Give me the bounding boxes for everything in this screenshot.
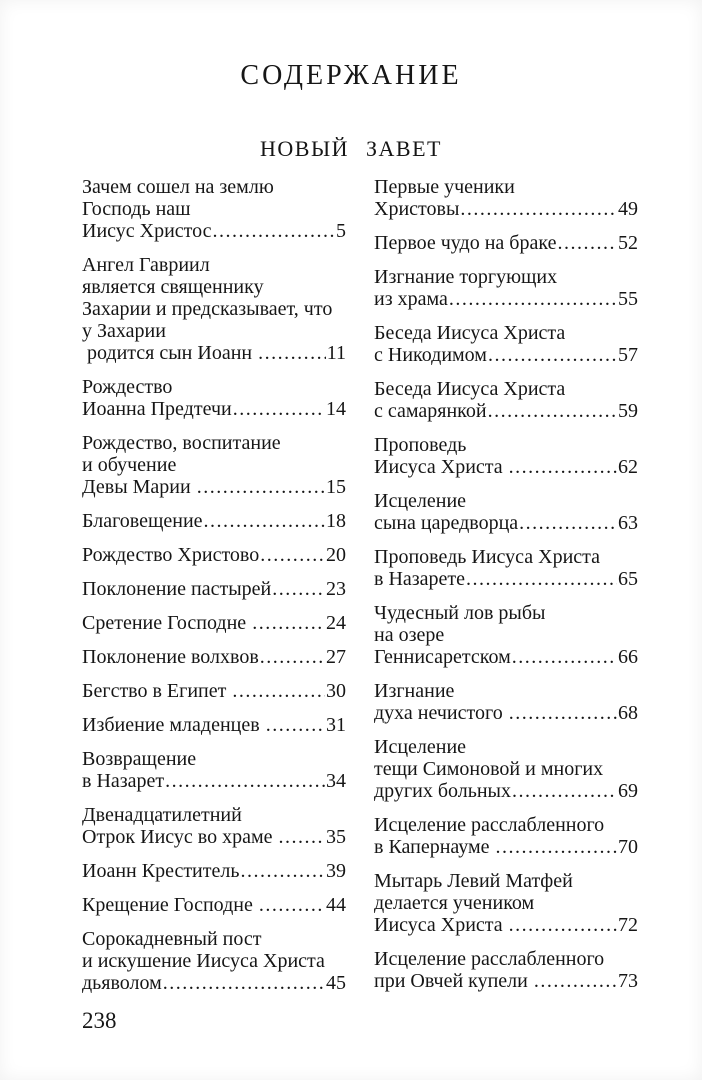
entry-title-line: на озере	[374, 624, 445, 646]
dot-leader	[232, 680, 325, 702]
entry-title-line: Христовы	[374, 198, 460, 220]
entry-leader-line	[374, 702, 638, 724]
entry-page-number: 59	[618, 400, 638, 422]
toc-entry	[374, 232, 638, 254]
entry-title-line: Беседа Иисуса Христа	[374, 322, 566, 344]
entry-leader-line	[82, 770, 346, 792]
entry-page-number: 68	[618, 702, 638, 724]
dot-leader	[260, 646, 325, 668]
entry-title-line: Девы Марии	[82, 476, 196, 498]
toc-entry	[82, 544, 346, 566]
entry-title-line: родится сын Иоанн	[82, 342, 258, 364]
entry-leader-line	[82, 714, 346, 736]
entry-title-line: Захарии и предсказывает, что	[82, 298, 333, 320]
entry-leader-line	[82, 510, 346, 532]
dot-leader	[213, 220, 335, 242]
entry-title-line: Ангел Гавриил	[82, 254, 210, 276]
toc-entry	[374, 490, 638, 534]
dot-leader	[259, 894, 325, 916]
entry-page-number: 44	[326, 894, 346, 916]
toc-columns	[82, 176, 638, 1006]
dot-leader	[240, 860, 325, 882]
entry-page-number: 72	[618, 914, 638, 936]
entry-title-line: в Назарете	[374, 568, 466, 590]
entry-title-line: Исцеление	[374, 736, 467, 758]
dot-leader	[509, 456, 617, 478]
entry-leader-line	[374, 970, 638, 992]
entry-page-number: 63	[618, 512, 638, 534]
toc-entry	[82, 612, 346, 634]
toc-entry	[374, 680, 638, 724]
entry-title-line: Изгнание	[374, 680, 455, 702]
toc-entry	[374, 546, 638, 590]
entry-title-line: в Капернауме	[374, 836, 495, 858]
entry-leader-line	[374, 288, 638, 310]
entry-page-number: 65	[618, 568, 638, 590]
toc-column-right	[374, 176, 638, 1004]
entry-title-line: Рождество Христово	[82, 544, 260, 566]
dot-leader	[260, 544, 325, 566]
entry-title-line: у Захарии	[82, 320, 166, 342]
toc-entry	[82, 376, 346, 420]
toc-column-left	[82, 176, 346, 1006]
entry-title-line: Мытарь Левий Матфей	[374, 870, 573, 892]
toc-entry	[374, 814, 638, 858]
entry-title-line: Рождество, воспитание	[82, 432, 281, 454]
dot-leader	[258, 342, 326, 364]
toc-entry	[82, 714, 346, 736]
toc-entry	[82, 928, 346, 994]
entry-title-line: Иоанн Креститель	[82, 860, 240, 882]
entry-title-line: Поклонение пастырей	[82, 578, 272, 600]
dot-leader	[266, 714, 325, 736]
entry-title-line: духа нечистого	[374, 702, 508, 724]
entry-title-line: Крещение Господне	[82, 894, 258, 916]
dot-leader	[512, 646, 617, 668]
entry-leader-line	[82, 398, 346, 420]
entry-title-line: Иисуса Христа	[374, 914, 508, 936]
dot-leader	[197, 476, 325, 498]
entry-leader-line	[374, 198, 638, 220]
entry-page-number: 55	[618, 288, 638, 310]
dot-leader	[460, 198, 617, 220]
entry-title-line: других больных	[374, 780, 511, 802]
entry-leader-line	[82, 578, 346, 600]
toc-entry	[82, 432, 346, 498]
entry-title-line: с Никодимом	[374, 344, 487, 366]
entry-leader-line	[374, 836, 638, 858]
entry-title-line: и искушение Иисуса Христа	[82, 950, 325, 972]
entry-title-line: Исцеление расслабленного	[374, 948, 605, 970]
toc-entry	[82, 510, 346, 532]
entry-page-number: 18	[326, 510, 346, 532]
dot-leader	[449, 288, 617, 310]
entry-title-line: Исцеление расслабленного	[374, 814, 605, 836]
entry-page-number: 20	[326, 544, 346, 566]
entry-title-line: Рождество	[82, 376, 173, 398]
entry-title-line: Чудесный лов рыбы	[374, 602, 546, 624]
toc-entry	[82, 176, 346, 242]
toc-entry	[82, 578, 346, 600]
dot-leader	[163, 972, 325, 994]
page-title: СОДЕРЖАНИЕ	[240, 60, 462, 91]
entry-title-line: Зачем сошел на землю	[82, 176, 274, 198]
entry-leader-line	[82, 894, 346, 916]
dot-leader	[488, 344, 617, 366]
toc-entry	[374, 434, 638, 478]
entry-title-line: Возвращение	[82, 748, 197, 770]
entry-page-number: 35	[326, 826, 346, 848]
entry-page-number: 15	[326, 476, 346, 498]
dot-leader	[252, 612, 325, 634]
entry-leader-line	[82, 860, 346, 882]
toc-entry	[374, 870, 638, 936]
entry-title-line: дьяволом	[82, 972, 162, 994]
entry-leader-line	[374, 344, 638, 366]
entry-page-number: 52	[618, 232, 638, 254]
entry-leader-line	[82, 342, 346, 364]
entry-leader-line	[374, 400, 638, 422]
entry-page-number: 23	[326, 578, 346, 600]
entry-leader-line	[374, 780, 638, 802]
dot-leader	[488, 400, 617, 422]
entry-leader-line	[82, 972, 346, 994]
entry-title-line: в Назарет	[82, 770, 165, 792]
entry-page-number: 30	[326, 680, 346, 702]
toc-entry	[374, 378, 638, 422]
entry-leader-line	[374, 512, 638, 534]
toc-entry	[374, 176, 638, 220]
dot-leader	[272, 578, 325, 600]
entry-title-line: Проповедь Иисуса Христа	[374, 546, 601, 568]
dot-leader	[509, 914, 617, 936]
toc-entry	[82, 680, 346, 702]
entry-page-number: 57	[618, 344, 638, 366]
entry-leader-line	[374, 646, 638, 668]
entry-page-number: 66	[618, 646, 638, 668]
toc-entry	[82, 254, 346, 364]
entry-page-number: 27	[326, 646, 346, 668]
toc-entry	[82, 860, 346, 882]
entry-title-line: Сретение Господне	[82, 612, 252, 634]
dot-leader	[233, 398, 325, 420]
toc-entry	[374, 322, 638, 366]
entry-page-number: 34	[326, 770, 346, 792]
entry-title-line: тещи Симоновой и многих	[374, 758, 604, 780]
entry-title-line: Поклонение волхвов	[82, 646, 259, 668]
entry-leader-line	[82, 544, 346, 566]
entry-page-number: 11	[326, 342, 346, 364]
entry-title-line: Исцеление	[374, 490, 467, 512]
entry-page-number: 69	[618, 780, 638, 802]
entry-leader-line	[82, 612, 346, 634]
entry-title-line: является священнику	[82, 276, 264, 298]
entry-title-line: Первое чудо на браке	[374, 232, 557, 254]
entry-title-line: Иоанна Предтечи	[82, 398, 232, 420]
entry-title-line: Геннисаретском	[374, 646, 511, 668]
entry-page-number: 73	[618, 970, 638, 992]
entry-page-number: 62	[618, 456, 638, 478]
entry-title-line: Господь наш	[82, 198, 191, 220]
entry-title-line: Иисуса Христа	[374, 456, 508, 478]
entry-leader-line	[374, 568, 638, 590]
dot-leader	[509, 702, 617, 724]
entry-title-line: Благовещение	[82, 510, 203, 532]
entry-leader-line	[82, 646, 346, 668]
toc-entry	[374, 602, 638, 668]
dot-leader	[204, 510, 325, 532]
entry-title-line: Проповедь	[374, 434, 467, 456]
entry-page-number: 45	[326, 972, 346, 994]
dot-leader	[519, 512, 617, 534]
entry-leader-line	[82, 220, 346, 242]
dot-leader	[496, 836, 617, 858]
entry-title-line: Избиение младенцев	[82, 714, 265, 736]
dot-leader	[466, 568, 617, 590]
entry-title-line: Изгнание торгующих	[374, 266, 558, 288]
entry-title-line: Иисус Христос	[82, 220, 212, 242]
entry-page-number: 24	[326, 612, 346, 634]
dot-leader	[512, 780, 617, 802]
entry-title-line: Беседа Иисуса Христа	[374, 378, 566, 400]
entry-title-line: Сорокадневный пост	[82, 928, 262, 950]
dot-leader	[557, 232, 617, 254]
entry-title-line: с самарянкой	[374, 400, 487, 422]
toc-entry	[374, 736, 638, 802]
toc-entry	[82, 804, 346, 848]
toc-entry	[82, 748, 346, 792]
dot-leader	[279, 826, 326, 848]
entry-leader-line	[82, 826, 346, 848]
entry-title-line: Бегство в Египет	[82, 680, 232, 702]
toc-entry	[82, 894, 346, 916]
section-title: НОВЫЙ ЗАВЕТ	[260, 136, 442, 161]
entry-title-line: делается учеником	[374, 892, 535, 914]
entry-title-line: при Овчей купели	[374, 970, 533, 992]
toc-entry	[82, 646, 346, 668]
entry-page-number: 70	[618, 836, 638, 858]
dot-leader	[165, 770, 325, 792]
entry-leader-line	[374, 232, 638, 254]
entry-page-number: 5	[336, 220, 346, 242]
entry-page-number: 14	[326, 398, 346, 420]
entry-title-line: и обучение	[82, 454, 177, 476]
toc-entry	[374, 266, 638, 310]
entry-title-line: сына царедворца	[374, 512, 519, 534]
toc-entry	[374, 948, 638, 992]
folio-page-number: 238	[82, 1008, 117, 1033]
entry-title-line: Двенадцатилетний	[82, 804, 242, 826]
entry-page-number: 39	[326, 860, 346, 882]
entry-page-number: 31	[326, 714, 346, 736]
entry-leader-line	[82, 680, 346, 702]
dot-leader	[534, 970, 617, 992]
entry-leader-line	[82, 476, 346, 498]
entry-leader-line	[374, 456, 638, 478]
entry-leader-line	[374, 914, 638, 936]
entry-title-line: Отрок Иисус во храме	[82, 826, 278, 848]
entry-title-line: Первые ученики	[374, 176, 515, 198]
entry-title-line: из храма	[374, 288, 448, 310]
entry-page-number: 49	[618, 198, 638, 220]
